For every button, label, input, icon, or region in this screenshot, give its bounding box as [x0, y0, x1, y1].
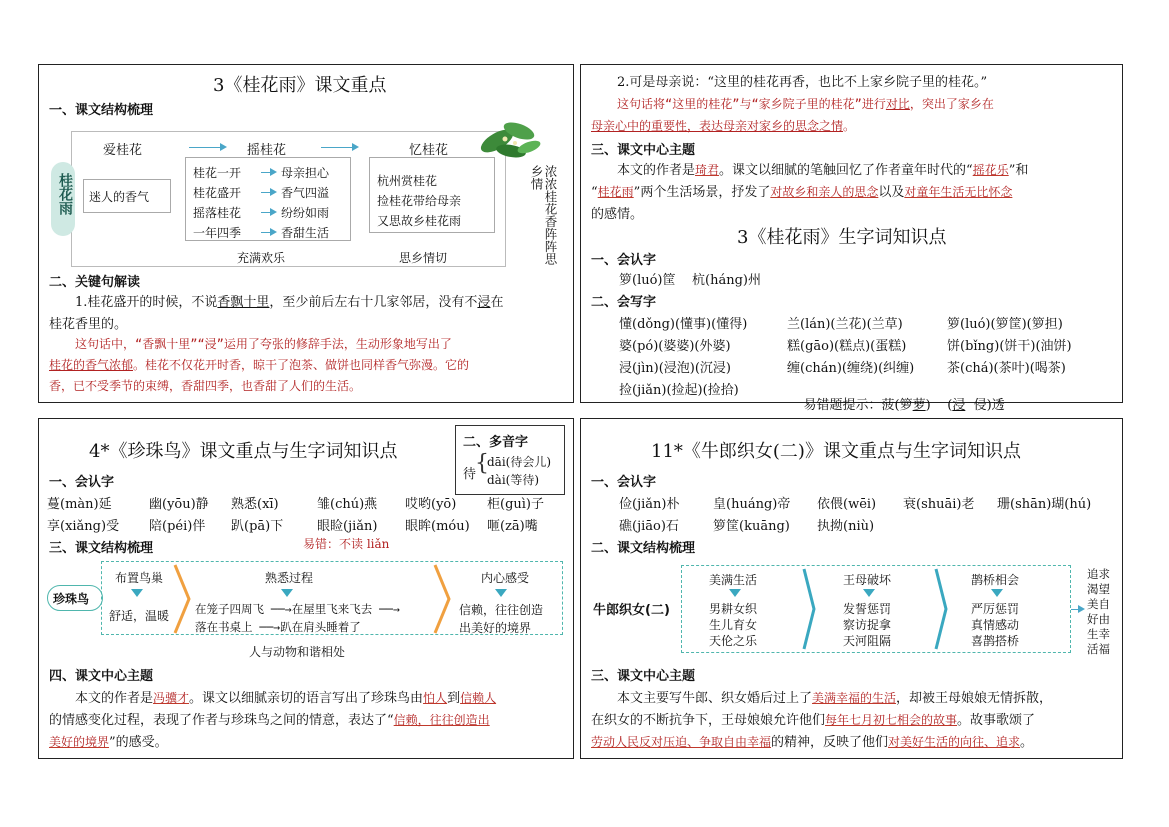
arrow-right-icon	[1071, 609, 1083, 610]
bird-label: 珍珠鸟	[53, 592, 90, 606]
recognize-word: 雏(chú)燕	[317, 497, 378, 512]
osmanthus-leaf-icon	[475, 111, 545, 167]
note-line: 母亲心中的重要性，表达母亲对家乡的思念之情。	[591, 119, 856, 133]
section-heading: 一、课文结构梳理	[49, 103, 154, 118]
chevron-right-icon	[433, 563, 453, 635]
miss-lines: 杭州赏桂花 捡桂花带给母亲 又思故乡桂花雨	[377, 174, 462, 228]
error-hint: 易错：不读 liǎn	[303, 537, 390, 551]
recognize-word: 幽(yōu)静	[149, 497, 209, 512]
write-word: 糕(gāo)(糕点)(蛋糕)	[787, 339, 907, 354]
recognize-word: 柜(guì)子	[487, 497, 544, 512]
write-word: 懂(dǒng)(懂事)(懂得)	[619, 317, 748, 332]
note-line: 这句话中，“香飘十里”“浸”运用了夸张的修辞手法，生动形象地写出了	[75, 337, 452, 351]
theme-line: “桂花雨”两个生活场景，抒发了对故乡和亲人的思念以及对童年生活无比怀念	[591, 185, 1013, 200]
arrow-down-icon	[495, 589, 507, 597]
write-word: 捡(jiǎn)(捡起)(捡拾)	[619, 383, 739, 398]
polyphone-char: 待	[463, 467, 477, 482]
arrow-right-icon	[261, 232, 275, 233]
panel-zhenzhuniao	[38, 418, 574, 759]
write-word: 浸(jìn)(浸泡)(沉浸)	[619, 361, 731, 376]
heading-love: 爱桂花	[103, 143, 143, 158]
theme-line: 美好的境界”的感受。	[49, 735, 168, 750]
arrow-down-icon	[281, 589, 293, 597]
theme-line: 的感情。	[591, 207, 644, 222]
write-word: 饼(bǐng)(饼干)(油饼)	[947, 339, 1072, 354]
theme-line: 本文主要写牛郎、织女婚后过上了美满幸福的生活，却被王母娘娘无情拆散，	[617, 691, 1053, 706]
col-heading: 内心感受	[481, 571, 530, 585]
chevron-right-icon	[173, 563, 193, 635]
panel-guihuayu-key-points	[38, 64, 574, 403]
chevron-right-icon	[801, 567, 817, 651]
recognize-word: 趴(pā)下	[231, 519, 284, 534]
recognize-word: 俭(jiǎn)朴	[619, 497, 680, 512]
foot-miss: 思乡情切	[399, 251, 448, 265]
recognize-word: 享(xiǎng)受	[47, 519, 120, 534]
section-heading: 三、课文结构梳理	[49, 541, 154, 556]
arrow-right-icon	[189, 147, 225, 148]
col-body: 信赖，往往创造	[459, 603, 544, 617]
key-sentence-1: 1.桂花盛开的时候，不说香飘十里，至少前后左右十几家邻居，没有不浸在	[75, 295, 504, 310]
section-heading: 四、课文中心主题	[49, 669, 154, 684]
section-heading: 二、会写字	[591, 295, 657, 310]
col-body: 在笼子四周飞 ──→在屋里飞来飞去 ──→	[195, 602, 400, 616]
col-body: 男耕女织 生儿育女 天伦之乐	[709, 602, 758, 648]
arrow-down-icon	[729, 589, 741, 597]
shake-right-col: 母亲担心 香气四溢 纷纷如雨 香甜生活	[281, 166, 330, 240]
arrow-down-icon	[863, 589, 875, 597]
chevron-right-icon	[933, 567, 949, 651]
section-heading: 二、课文结构梳理	[591, 541, 696, 556]
polyphone-title: 二、多音字	[463, 435, 529, 450]
theme-line: 本文的作者是冯骥才。课文以细腻亲切的语言写出了珍珠鸟由怕人到信赖人	[75, 691, 497, 706]
theme-line: 劳动人民反对压迫、争取自由幸福的精神，反映了他们对美好生活的向往、追求。	[591, 735, 1034, 750]
note-line: 香，已不受季节的束缚，香甜四季，也香甜了人们的生活。	[49, 379, 362, 393]
brace-icon: {	[475, 451, 489, 476]
polyphone-reading: dāi(待会儿)	[487, 455, 552, 469]
col-body: 严厉惩罚 真情感动 喜鹊搭桥	[971, 602, 1020, 648]
heading-shake: 摇桂花	[247, 143, 287, 158]
recognize-word: 珊(shān)瑚(hú)	[997, 497, 1092, 512]
recognize-word: 依偎(wēi)	[817, 497, 877, 512]
recognize-word: 皇(huáng)帝	[713, 497, 791, 512]
col-heading: 布置鸟巢	[115, 571, 164, 585]
panel-title: 4*《珍珠鸟》课文重点与生字词知识点	[89, 441, 398, 462]
panel-niulangzhinv	[580, 418, 1123, 759]
note-line: 桂花的香气浓郁。桂花不仅花开时香，晾干了泡茶、做饼也同样香气弥漫。它的	[49, 358, 470, 372]
write-word: 箩(luó)(箩筐)(箩担)	[947, 317, 1063, 332]
write-word: 茶(chá)(茶叶)(喝茶)	[947, 361, 1066, 376]
center-label: 桂花雨	[57, 173, 73, 215]
panel-title: 11*《牛郎织女(二)》课文重点与生字词知识点	[651, 441, 1021, 462]
write-word: 缠(chán)(缠绕)(纠缠)	[787, 361, 915, 376]
note-line: 这句话将“这里的桂花”与“家乡院子里的桂花”进行对比，突出了家乡在	[617, 97, 994, 111]
recognize-word: 熟悉(xī)	[231, 497, 279, 512]
love-box-text: 迷人的香气	[89, 190, 150, 204]
theme-line: 本文的作者是琦君。课文以细腻的笔触回忆了作者童年时代的“摇花乐”和	[617, 163, 1029, 178]
key-sentence-1-cont: 桂花香里的。	[49, 317, 128, 332]
heading-miss: 忆桂花	[409, 143, 449, 158]
recognize-word: 蔓(màn)延	[47, 497, 112, 512]
col-body: 落在书桌上 ──→趴在肩头睡着了	[195, 620, 361, 634]
shake-left-col: 桂花一开 桂花盛开 摇落桂花 一年四季	[193, 166, 242, 240]
write-word: 婆(pó)(婆婆)(外婆)	[619, 339, 731, 354]
foot-shake: 充满欢乐	[237, 251, 286, 265]
write-word: 兰(lán)(兰花)(兰草)	[787, 317, 903, 332]
recognize-word: 眼眸(móu)	[405, 519, 470, 534]
panel-guihuayu-continued	[580, 64, 1123, 413]
arrow-right-icon	[261, 192, 275, 193]
recognize-word: 礁(jiāo)石	[619, 519, 679, 534]
recognize-word: 哎哟(yō)	[405, 497, 457, 512]
col-body: 舒适，温暖	[109, 609, 170, 623]
col-heading: 鹊桥相会	[971, 573, 1020, 587]
structure-foot: 人与动物和谐相处	[249, 645, 346, 659]
section-heading: 二、关键句解读	[49, 275, 141, 290]
error-hint: 易错题提示：菠(箩萝) (浸 侵)透	[803, 398, 1005, 413]
panel-subtitle: 3《桂花雨》生字词知识点	[737, 227, 947, 248]
section-heading: 一、会认字	[591, 475, 657, 490]
theme-line: 的情感变化过程，表现了作者与珍珠鸟之间的情意，表达了“信赖，往往创造出	[49, 713, 490, 728]
recognize-word: 陪(péi)伴	[149, 519, 206, 534]
arrow-right-icon	[261, 172, 275, 173]
col-heading: 王母破坏	[843, 573, 892, 587]
col-heading: 熟悉过程	[265, 571, 314, 585]
key-sentence-2: 2.可是母亲说：“这里的桂花再香，也比不上家乡院子里的桂花。”	[617, 75, 988, 90]
section-heading: 三、课文中心主题	[591, 669, 696, 684]
recognize-word: 箩筐(kuāng)	[713, 519, 790, 534]
arrow-down-icon	[991, 589, 1003, 597]
recognize-word: 衰(shuāi)老	[903, 497, 975, 512]
section-heading: 三、课文中心主题	[591, 143, 696, 158]
recognize-words: 箩(luó)筐 杭(háng)州	[619, 273, 761, 288]
recognize-word: 眼睑(jiǎn)	[317, 519, 378, 534]
structure-label: 牛郎织女(二)	[593, 603, 670, 618]
recognize-word: 执拗(niù)	[817, 519, 875, 534]
col-body: 发誓惩罚 察访捉拿 天河阻隔	[843, 602, 892, 648]
arrow-right-icon	[321, 147, 357, 148]
arrow-right-icon	[261, 212, 275, 213]
section-heading: 一、会认字	[591, 253, 657, 268]
right-vertical-summary: 浓浓桂花香阵阵思乡情	[529, 165, 558, 265]
panel-title: 3《桂花雨》课文重点	[213, 75, 387, 96]
recognize-word: 咂(zā)嘴	[487, 519, 538, 534]
col-body: 出美好的境界	[459, 621, 532, 635]
col-heading: 美满生活	[709, 573, 758, 587]
polyphone-reading: dài(等待)	[487, 473, 540, 487]
section-heading: 一、会认字	[49, 475, 115, 490]
side-summary: 追求 渴望 美自 好由 生幸 活福	[1087, 567, 1110, 656]
theme-line: 在织女的不断抗争下，王母娘娘允许他们每年七月初七相会的故事。故事歌颂了	[591, 713, 1036, 728]
arrow-down-icon	[131, 589, 143, 597]
